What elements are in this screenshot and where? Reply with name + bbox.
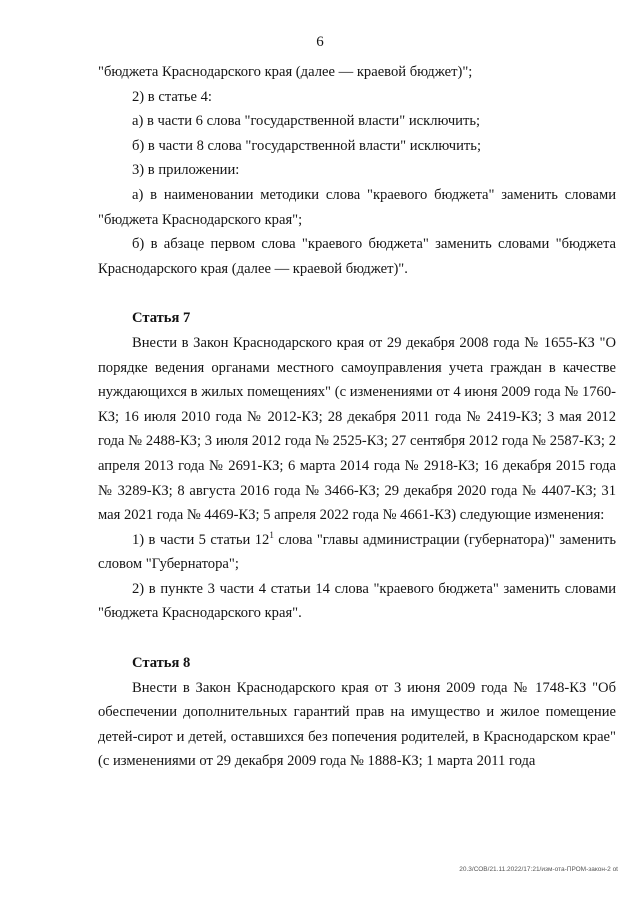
article-7-intro: Внести в Закон Краснодарского края от 29 декабря 2008 года № 1655-КЗ "О порядке ведения органами местного самоуправления учета граждан в качестве нуждающихся в жилых помещениях" (с изменениями от 4 июня 2009 года № 1760-КЗ; 16 июля 2010 года № 2012-КЗ; 28 декабря 2011 года № 2419-КЗ; 3 мая 2012 года № 2488-КЗ; 3 июля 2012 года № 2525-КЗ; 27 сентября 2012 года № 2587-КЗ; 2 апреля 2013 года № 2691-КЗ; 6 марта 2014 года № 2918-КЗ; 16 декабря 2015 года № 3289-КЗ; 8 августа 2016 года № 3466-КЗ; 29 декабря 2020 года № 4407-КЗ; 31 мая 2021 года № 4469-КЗ; 5 апреля 2022 года № 4661-КЗ) следующие изменения: bbox=[98, 334, 616, 524]
superscript-index: 1 bbox=[269, 529, 274, 540]
paragraph-subitem-a: а) в части 6 слова "государственной власти" исключить; bbox=[132, 113, 481, 130]
paragraph-item-article4: 2) в статье 4: bbox=[132, 88, 212, 105]
article-7-item-1 bbox=[98, 528, 616, 577]
page-number: 6 bbox=[316, 34, 324, 50]
article-8-heading: Статья 8 bbox=[132, 655, 191, 672]
article-7-item-1-start: 1) в части 5 статьи 12 bbox=[132, 531, 270, 548]
article-7-heading: Статья 7 bbox=[132, 310, 191, 327]
article-7-item-2: 2) в пункте 3 части 4 статьи 14 слова "краевого бюджета" заменить словами "бюджета Краснодарского края". bbox=[98, 580, 616, 622]
document-body bbox=[98, 60, 616, 774]
footer-document-code: 20.3/СОВ/21.11.2022/17:21/изм-ота-ПРОМ-закон-2 ot bbox=[459, 866, 618, 873]
article-7-item-1-end: слова "главы администрации (губернатора)" заменить словом "Губернатора"; bbox=[98, 531, 616, 573]
paragraph-continuation: "бюджета Краснодарского края (далее — краевой бюджет)"; bbox=[98, 64, 473, 80]
paragraph-item-appendix: 3) в приложении: bbox=[132, 162, 240, 179]
paragraph-appendix-b: б) в абзаце первом слова "краевого бюджета" заменить словами "бюджета Краснодарского края (далее — краевой бюджет)". bbox=[98, 236, 616, 277]
article-8-intro: Внести в Закон Краснодарского края от 3 июня 2009 года № 1748-КЗ "Об обеспечении дополнительных гарантий прав на имущество и жилое помещение детей-сирот и детей, оставшихся без попечения родителей, в Краснодарском крае" (с изменениями от 29 декабря 2009 года № 1888-КЗ; 1 марта 2011 года bbox=[98, 679, 616, 770]
paragraph-appendix-a: а) в наименовании методики слова "краевого бюджета" заменить словами "бюджета Краснодарского края"; bbox=[98, 186, 616, 228]
paragraph-subitem-b: б) в части 8 слова "государственной власти" исключить; bbox=[132, 137, 482, 154]
